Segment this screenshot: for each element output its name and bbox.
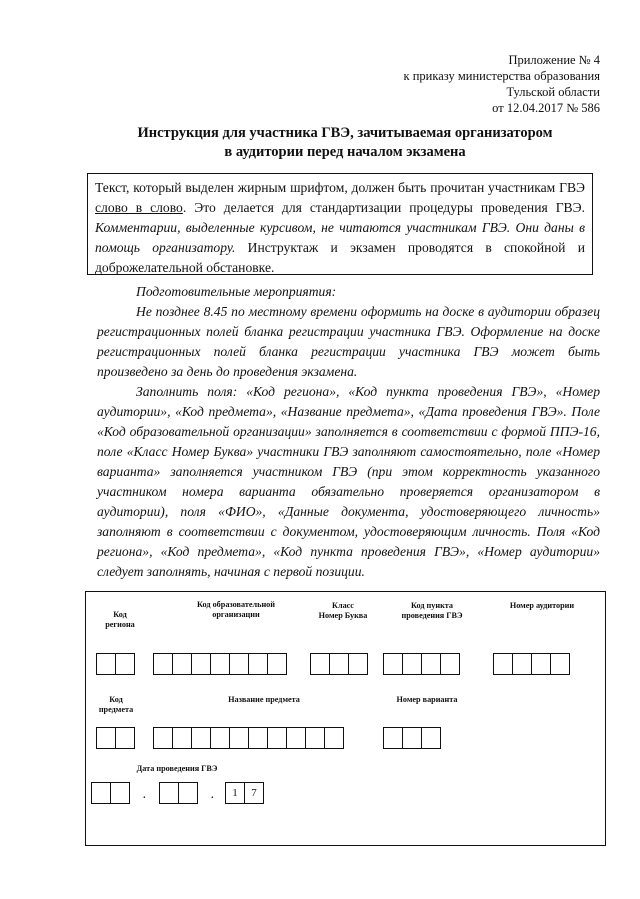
date-separator-dot: ·	[142, 791, 147, 806]
input-cell[interactable]	[324, 727, 344, 749]
input-cell[interactable]	[348, 653, 368, 675]
class-cells	[310, 653, 368, 675]
room-number-cells	[493, 653, 570, 675]
appendix-order: к приказу министерства образования	[403, 69, 600, 83]
label-org-code: Код образовательной организации	[197, 600, 275, 619]
input-cell[interactable]	[210, 727, 230, 749]
paragraph-2	[97, 382, 600, 582]
subject-name-cells	[153, 727, 344, 749]
input-cell[interactable]	[115, 653, 135, 675]
date-year-digit-1[interactable]: 1	[225, 782, 245, 804]
appendix-header	[404, 52, 600, 116]
input-cell[interactable]	[329, 653, 349, 675]
date-separator-dot: ·	[210, 791, 215, 806]
label-exam-date: Дата проведения ГВЭ	[136, 764, 218, 773]
input-cell[interactable]	[402, 727, 422, 749]
input-cell[interactable]	[305, 727, 325, 749]
registration-fields-sample	[85, 591, 606, 846]
input-cell[interactable]	[248, 653, 268, 675]
point-code-cells	[383, 653, 460, 675]
label-room-number: Номер аудитории	[509, 601, 575, 610]
notice-text-2: . Это делается для стандартизации процедуры проведения ГВЭ.	[182, 200, 585, 215]
input-cell[interactable]	[91, 782, 111, 804]
input-cell[interactable]	[512, 653, 532, 675]
variant-number-cells	[383, 727, 441, 749]
date-year-cells	[225, 782, 264, 804]
input-cell[interactable]	[153, 653, 173, 675]
input-cell[interactable]	[421, 653, 441, 675]
input-cell[interactable]	[267, 653, 287, 675]
label-point-code: Код пункта проведения ГВЭ	[401, 601, 463, 620]
prep-heading: Подготовительные мероприятия:	[136, 284, 337, 299]
input-cell[interactable]	[267, 727, 287, 749]
input-cell[interactable]	[96, 653, 116, 675]
input-cell[interactable]	[172, 653, 192, 675]
label-class: Класс Номер Буква	[318, 601, 368, 620]
subject-code-cells	[96, 727, 135, 749]
notice-text-3: Инструктаж и экзамен проводятся в спокойной и доброжелательной обстановке.	[95, 240, 585, 275]
input-cell[interactable]	[493, 653, 513, 675]
input-cell[interactable]	[191, 727, 211, 749]
instruction-notice-box	[87, 173, 593, 275]
appendix-number: Приложение № 4	[508, 53, 600, 67]
paragraph-1-text: Не позднее 8.45 по местному времени оформить на доске в аудитории образец регистрационных полей бланка регистрации участника ГВЭ. Оформление на доске регистрационных полей бланка регистрации участника ГВЭ может быть произведено за день до проведения экзамена.	[97, 304, 600, 379]
paragraph-2-text: Заполнить поля: «Код региона», «Код пункта проведения ГВЭ», «Номер аудитории», «Код предмета», «Название предмета», «Дата проведения ГВЭ». Поле «Код образовательной организации» заполняется в соответствии с формой ППЭ-16, поле «Класс Номер Буква» участники ГВЭ заполняют самостоятельно, поле «Номер варианта» заполняется участником ГВЭ (при этом корректность указанного участником номера варианта обязательно проверяется организатором в аудитории), поля «ФИО», «Данные документа, удостоверяющего личность» заполняют в соответствии с документом, удостоверяющим личность. Поля «Код региона», «Код предмета», «Код пункта проведения ГВЭ», «Номер аудитории» следует заполнять, начиная с первой позиции.	[97, 384, 600, 579]
date-month-cells	[159, 782, 198, 804]
date-day-cells	[91, 782, 130, 804]
appendix-region: Тульской области	[506, 85, 600, 99]
notice-text-1: Текст, который выделен жирным шрифтом, должен быть прочитан участникам ГВЭ	[95, 180, 585, 195]
label-variant-number: Номер варианта	[396, 695, 458, 704]
input-cell[interactable]	[159, 782, 179, 804]
notice-italic: Комментарии, выделенные курсивом, не читаются участникам ГВЭ. Они даны в помощь организатору.	[95, 220, 585, 255]
input-cell[interactable]	[210, 653, 230, 675]
input-cell[interactable]	[248, 727, 268, 749]
input-cell[interactable]	[383, 727, 403, 749]
label-subject-name: Название предмета	[228, 695, 300, 704]
label-region-code: Код региона	[105, 610, 135, 629]
org-code-cells	[153, 653, 287, 675]
paragraph-1	[97, 302, 600, 382]
input-cell[interactable]	[153, 727, 173, 749]
input-cell[interactable]	[115, 727, 135, 749]
input-cell[interactable]	[383, 653, 403, 675]
input-cell[interactable]	[421, 727, 441, 749]
date-year-digit-2[interactable]: 7	[244, 782, 264, 804]
input-cell[interactable]	[531, 653, 551, 675]
input-cell[interactable]	[110, 782, 130, 804]
input-cell[interactable]	[310, 653, 330, 675]
input-cell[interactable]	[178, 782, 198, 804]
region-code-cells	[96, 653, 135, 675]
input-cell[interactable]	[440, 653, 460, 675]
input-cell[interactable]	[191, 653, 211, 675]
appendix-date: от 12.04.2017 № 586	[492, 101, 600, 115]
label-subject-code: Код предмета	[98, 695, 134, 714]
input-cell[interactable]	[229, 727, 249, 749]
title-line-2: в аудитории перед началом экзамена	[224, 144, 466, 160]
input-cell[interactable]	[96, 727, 116, 749]
document-title	[60, 124, 630, 162]
input-cell[interactable]	[229, 653, 249, 675]
input-cell[interactable]	[286, 727, 306, 749]
input-cell[interactable]	[402, 653, 422, 675]
notice-underlined: слово в слово	[95, 200, 183, 215]
input-cell[interactable]	[550, 653, 570, 675]
title-line-1: Инструкция для участника ГВЭ, зачитываемая организатором	[137, 125, 553, 141]
input-cell[interactable]	[172, 727, 192, 749]
